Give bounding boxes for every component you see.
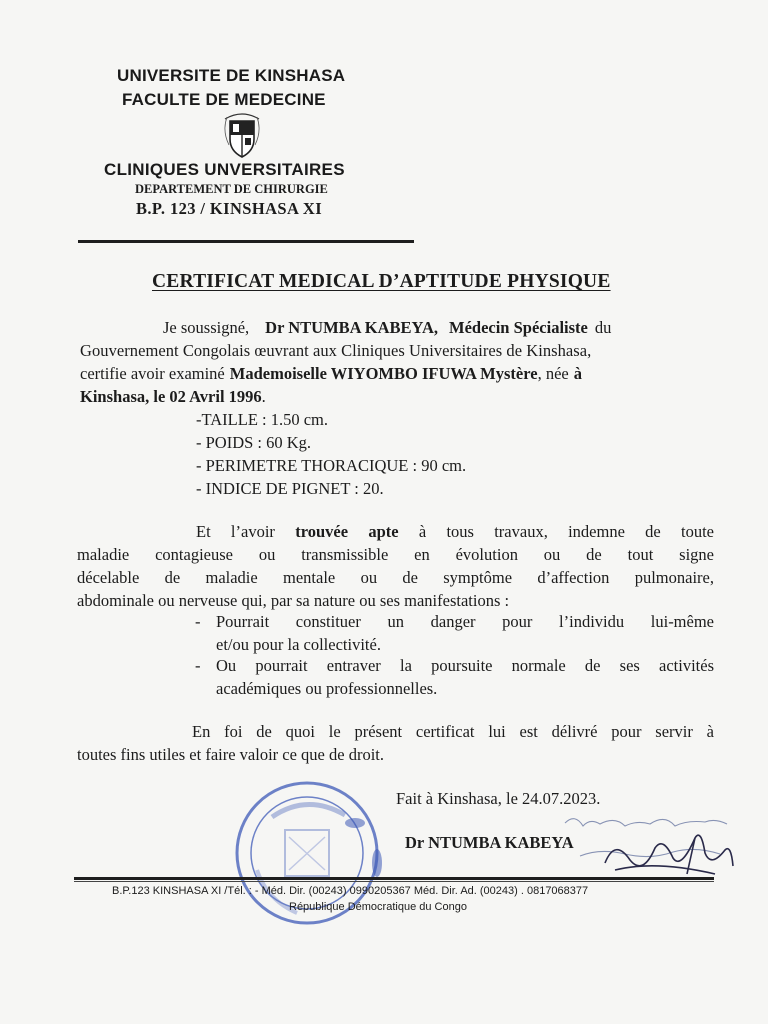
paragraph-2-line-2: maladie contagieuse ou transmissible en évolution ou de tout signe [77,545,714,564]
bullet-1-line-1: Pourrait constituer un danger pour l’individu lui-même [216,612,714,631]
clinics-name: CLINIQUES UNVERSITAIRES [104,160,345,179]
paragraph-3-line-1: En foi de quoi le présent certificat lui est délivré pour servir à [192,722,714,741]
fit-status: trouvée apte [295,522,399,541]
period: . [261,387,266,406]
header-divider [78,240,414,243]
doctor-title: Médecin Spécialiste [449,318,588,337]
birth-place-date: Kinshasa, le 02 Avril 1996 [80,387,262,406]
examined-text: certifie avoir examiné [80,364,225,383]
paragraph-2-line-1 [196,522,714,542]
measure-pignet-index: - INDICE DE PIGNET : 20. [196,479,384,498]
paragraph-2-line-4: abdominale ou nerveuse qui, par sa nature ou ses manifestations : [77,591,510,610]
text-a: à [573,364,582,383]
paragraph-2-line-3: décelable de maladie mentale ou de symptôme d’affection pulmonaire, [77,568,714,587]
measure-height: -TAILLE : 1.50 cm. [196,410,329,429]
place-and-date: Fait à Kinshasa, le 24.07.2023. [396,789,601,808]
certificate-title: CERTIFICAT MEDICAL D’APTITUDE PHYSIQUE [152,271,611,292]
paragraph-1-line-3 [80,364,582,384]
text-all-works: à tous travaux, indemne de toute [418,522,715,541]
bullet-2-line-1: Ou pourrait entraver la poursuite normale de ses activités [216,656,714,675]
footer-country: République Démocratique du Congo [289,901,467,913]
text-du: du [594,318,612,337]
signatory-name: Dr NTUMBA KABEYA [405,833,574,852]
intro-text: Je soussigné, [163,318,250,337]
university-crest-icon [219,111,265,159]
born-text: , née [537,364,569,383]
faculty-name: FACULTE DE MEDECINE [122,90,326,109]
paragraph-1-line-4 [80,387,266,407]
patient-name: Mademoiselle WIYOMBO IFUWA Mystère [229,364,538,383]
paragraph-1-line-2: Gouvernement Congolais œuvrant aux Cliniques Universitaires de Kinshasa, [80,341,592,360]
paragraph-3-line-2: toutes fins utiles et faire valoir ce que de droit. [77,745,384,764]
bullet-dash-1: - [195,612,201,631]
department-name: DEPARTEMENT DE CHIRURGIE [135,182,328,196]
postal-box: B.P. 123 / KINSHASA XI [136,199,323,218]
measure-weight: - POIDS : 60 Kg. [196,433,312,452]
bullet-1-line-2: et/ou pour la collectivité. [216,635,381,654]
bullet-2-line-2: académiques ou professionnelles. [216,679,438,698]
doctor-name: Dr NTUMBA KABEYA, [265,318,438,337]
footer-divider-thin [74,881,714,882]
footer-divider [74,877,714,880]
handwritten-signature-icon [555,808,740,888]
university-name: UNIVERSITE DE KINSHASA [117,66,346,85]
footer-contact: B.P.123 KINSHASA XI /Tél. : - Méd. Dir. (00243) 0990205367 Méd. Dir. Ad. (00243) . 0817068377 [112,885,589,897]
measure-chest: - PERIMETRE THORACIQUE : 90 cm. [196,456,467,475]
paragraph-1-line-1 [163,318,611,338]
text-and-found: Et l’avoir [196,522,275,541]
bullet-dash-2: - [195,656,201,675]
